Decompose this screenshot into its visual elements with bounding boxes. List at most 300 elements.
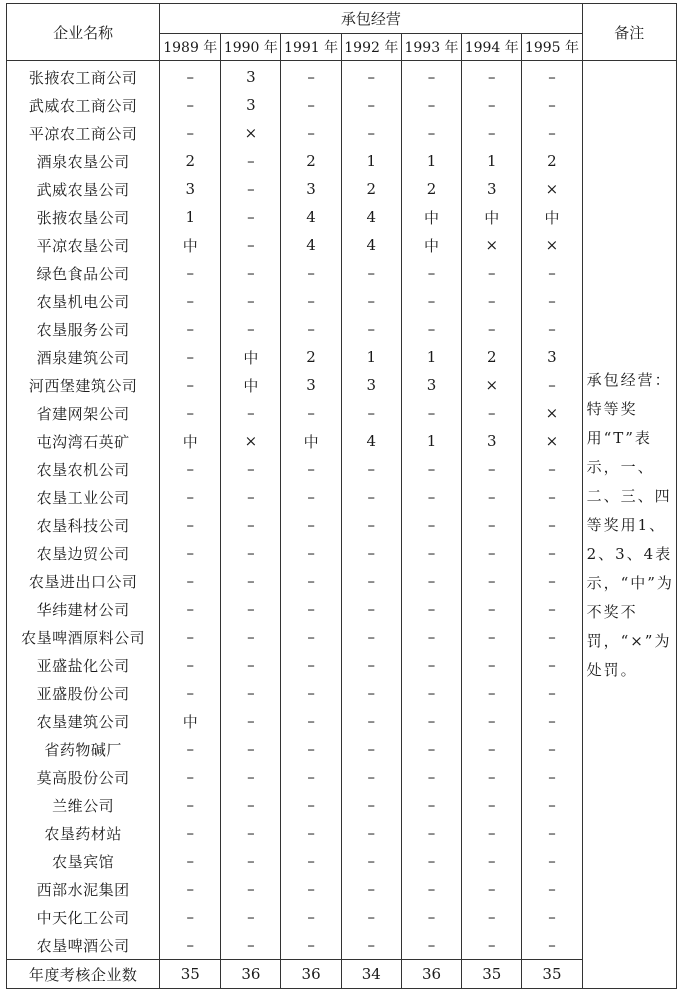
- result-cell: –: [341, 511, 401, 539]
- result-cell: –: [522, 91, 582, 119]
- result-cell: –: [401, 707, 461, 735]
- result-cell: –: [462, 287, 522, 315]
- result-cell: –: [341, 287, 401, 315]
- result-cell: –: [522, 679, 582, 707]
- result-cell: 2: [281, 343, 341, 371]
- result-cell: 2: [281, 147, 341, 175]
- table-row: [7, 763, 677, 791]
- result-cell: –: [522, 623, 582, 651]
- company-name-cell: 河西堡建筑公司: [7, 371, 160, 399]
- table-row: [7, 931, 677, 960]
- result-cell: –: [281, 763, 341, 791]
- result-cell: –: [401, 119, 461, 147]
- result-cell: –: [522, 259, 582, 287]
- result-cell: –: [401, 875, 461, 903]
- result-cell: 4: [341, 231, 401, 259]
- result-cell: –: [341, 931, 401, 960]
- company-name-cell: 农垦科技公司: [7, 511, 160, 539]
- company-name-cell: 农垦宾馆: [7, 847, 160, 875]
- result-cell: –: [522, 847, 582, 875]
- result-cell: 1: [341, 343, 401, 371]
- total-count-cell: 34: [341, 960, 401, 989]
- result-cell: –: [462, 315, 522, 343]
- result-cell: –: [281, 623, 341, 651]
- result-cell: 2: [462, 343, 522, 371]
- result-cell: –: [462, 875, 522, 903]
- result-cell: –: [221, 231, 281, 259]
- result-cell: –: [401, 399, 461, 427]
- note-cell: 承包经营：特等奖用“T”表示，一、二、三、四等奖用1、2、3、4表示，“中”为不奖不罚，“×”为处罚。: [582, 61, 676, 989]
- result-cell: –: [221, 203, 281, 231]
- year-header: 1995 年: [522, 34, 582, 61]
- result-cell: –: [221, 539, 281, 567]
- table-header: [7, 4, 677, 61]
- total-count-cell: 36: [401, 960, 461, 989]
- result-cell: –: [281, 315, 341, 343]
- result-cell: –: [522, 791, 582, 819]
- result-cell: –: [401, 903, 461, 931]
- company-name-cell: 酒泉建筑公司: [7, 343, 160, 371]
- result-cell: –: [522, 931, 582, 960]
- result-cell: 2: [401, 175, 461, 203]
- result-cell: –: [221, 847, 281, 875]
- result-cell: ×: [522, 175, 582, 203]
- result-cell: 3: [221, 61, 281, 92]
- result-cell: 1: [462, 147, 522, 175]
- result-cell: –: [160, 595, 221, 623]
- result-cell: –: [281, 903, 341, 931]
- result-cell: –: [462, 931, 522, 960]
- result-cell: –: [522, 483, 582, 511]
- result-cell: –: [522, 875, 582, 903]
- result-cell: 中: [221, 343, 281, 371]
- table-row: [7, 147, 677, 175]
- result-cell: 中: [221, 371, 281, 399]
- result-cell: –: [281, 91, 341, 119]
- result-cell: –: [160, 539, 221, 567]
- table-wrapper: [6, 3, 677, 989]
- table-row: [7, 651, 677, 679]
- result-cell: 3: [522, 343, 582, 371]
- result-cell: –: [160, 483, 221, 511]
- result-cell: 中: [281, 427, 341, 455]
- result-cell: 1: [401, 343, 461, 371]
- result-cell: –: [462, 119, 522, 147]
- table-row: [7, 791, 677, 819]
- result-cell: –: [522, 651, 582, 679]
- result-cell: –: [221, 791, 281, 819]
- company-name-cell: 省建网架公司: [7, 399, 160, 427]
- result-cell: 1: [401, 147, 461, 175]
- result-cell: –: [160, 651, 221, 679]
- result-cell: –: [401, 61, 461, 92]
- company-name-cell: 中天化工公司: [7, 903, 160, 931]
- company-name-cell: 张掖农工商公司: [7, 61, 160, 92]
- year-header: 1990 年: [221, 34, 281, 61]
- result-cell: –: [281, 595, 341, 623]
- table-row: [7, 203, 677, 231]
- result-cell: ×: [462, 371, 522, 399]
- company-name-cell: 屯沟湾石英矿: [7, 427, 160, 455]
- year-header: 1993 年: [401, 34, 461, 61]
- result-cell: –: [160, 875, 221, 903]
- result-cell: –: [281, 819, 341, 847]
- result-cell: –: [462, 623, 522, 651]
- result-cell: 3: [462, 427, 522, 455]
- table-row: [7, 511, 677, 539]
- result-cell: –: [281, 791, 341, 819]
- result-cell: –: [341, 791, 401, 819]
- result-cell: –: [401, 455, 461, 483]
- result-cell: –: [462, 763, 522, 791]
- company-name-cell: 西部水泥集团: [7, 875, 160, 903]
- company-name-cell: 亚盛股份公司: [7, 679, 160, 707]
- result-cell: –: [522, 511, 582, 539]
- company-name-cell: 省药物碱厂: [7, 735, 160, 763]
- company-name-cell: 亚盛盐化公司: [7, 651, 160, 679]
- result-cell: –: [401, 819, 461, 847]
- table-row: [7, 259, 677, 287]
- result-cell: –: [401, 595, 461, 623]
- result-cell: –: [160, 567, 221, 595]
- result-cell: –: [281, 707, 341, 735]
- result-cell: 4: [341, 203, 401, 231]
- result-cell: –: [160, 931, 221, 960]
- result-cell: –: [160, 455, 221, 483]
- result-cell: –: [522, 539, 582, 567]
- table-row: [7, 847, 677, 875]
- result-cell: –: [462, 483, 522, 511]
- company-name-cell: 莫高股份公司: [7, 763, 160, 791]
- result-cell: –: [462, 903, 522, 931]
- year-header: 1991 年: [281, 34, 341, 61]
- result-cell: –: [160, 343, 221, 371]
- result-cell: –: [401, 567, 461, 595]
- result-cell: –: [401, 483, 461, 511]
- result-cell: –: [462, 455, 522, 483]
- company-name-cell: 绿色食品公司: [7, 259, 160, 287]
- table-row: [7, 315, 677, 343]
- table-row: [7, 61, 677, 92]
- result-cell: –: [522, 819, 582, 847]
- result-cell: –: [221, 399, 281, 427]
- result-cell: –: [401, 847, 461, 875]
- result-cell: –: [281, 259, 341, 287]
- company-name-cell: 酒泉农垦公司: [7, 147, 160, 175]
- note-column-header: 备注: [582, 4, 676, 61]
- result-cell: –: [401, 287, 461, 315]
- table-row: [7, 119, 677, 147]
- table-body: [7, 61, 677, 989]
- result-cell: ×: [221, 119, 281, 147]
- result-cell: –: [401, 931, 461, 960]
- result-cell: –: [281, 651, 341, 679]
- result-cell: –: [341, 455, 401, 483]
- result-cell: –: [281, 287, 341, 315]
- result-cell: –: [221, 707, 281, 735]
- company-name-cell: 武威农垦公司: [7, 175, 160, 203]
- result-cell: 3: [221, 91, 281, 119]
- result-cell: –: [160, 259, 221, 287]
- result-cell: –: [341, 819, 401, 847]
- table-row: [7, 91, 677, 119]
- result-cell: –: [522, 595, 582, 623]
- result-cell: –: [401, 315, 461, 343]
- table-row: [7, 707, 677, 735]
- result-cell: –: [281, 61, 341, 92]
- result-cell: –: [221, 315, 281, 343]
- table-row: [7, 539, 677, 567]
- result-cell: –: [160, 315, 221, 343]
- table-row: [7, 427, 677, 455]
- contract-management-table: [6, 3, 677, 989]
- table-row: [7, 175, 677, 203]
- result-cell: ×: [462, 231, 522, 259]
- result-cell: 4: [341, 427, 401, 455]
- result-cell: –: [341, 259, 401, 287]
- result-cell: –: [341, 679, 401, 707]
- table-row: [7, 679, 677, 707]
- result-cell: –: [341, 763, 401, 791]
- company-name-cell: 农垦啤酒公司: [7, 931, 160, 960]
- result-cell: –: [221, 147, 281, 175]
- table-row: [7, 903, 677, 931]
- result-cell: –: [281, 875, 341, 903]
- result-cell: –: [221, 651, 281, 679]
- company-name-cell: 平凉农垦公司: [7, 231, 160, 259]
- result-cell: –: [462, 595, 522, 623]
- table-row: [7, 455, 677, 483]
- result-cell: –: [221, 763, 281, 791]
- result-cell: –: [522, 455, 582, 483]
- result-cell: –: [160, 623, 221, 651]
- result-cell: –: [341, 315, 401, 343]
- result-cell: –: [462, 707, 522, 735]
- company-name-cell: 武威农工商公司: [7, 91, 160, 119]
- result-cell: –: [462, 539, 522, 567]
- result-cell: 3: [281, 175, 341, 203]
- result-cell: –: [281, 679, 341, 707]
- table-row: [7, 819, 677, 847]
- result-cell: 中: [462, 203, 522, 231]
- company-name-cell: 张掖农垦公司: [7, 203, 160, 231]
- table-row: [7, 567, 677, 595]
- company-name-cell: 华纬建材公司: [7, 595, 160, 623]
- result-cell: –: [522, 371, 582, 399]
- result-cell: –: [160, 791, 221, 819]
- result-cell: –: [462, 61, 522, 92]
- result-cell: –: [341, 567, 401, 595]
- result-cell: –: [221, 931, 281, 960]
- result-cell: 3: [401, 371, 461, 399]
- result-cell: –: [401, 679, 461, 707]
- result-cell: –: [522, 763, 582, 791]
- result-cell: –: [522, 903, 582, 931]
- result-cell: –: [221, 567, 281, 595]
- result-cell: –: [160, 847, 221, 875]
- result-cell: –: [341, 119, 401, 147]
- table-row: [7, 483, 677, 511]
- result-cell: –: [401, 259, 461, 287]
- result-cell: –: [462, 259, 522, 287]
- result-cell: –: [401, 791, 461, 819]
- result-cell: –: [462, 791, 522, 819]
- result-cell: 3: [281, 371, 341, 399]
- result-cell: –: [160, 91, 221, 119]
- result-cell: –: [522, 287, 582, 315]
- company-name-cell: 农垦建筑公司: [7, 707, 160, 735]
- result-cell: –: [160, 371, 221, 399]
- result-cell: –: [341, 483, 401, 511]
- result-cell: –: [160, 763, 221, 791]
- result-cell: 中: [160, 231, 221, 259]
- company-name-cell: 农垦药材站: [7, 819, 160, 847]
- result-cell: –: [462, 567, 522, 595]
- result-cell: –: [221, 819, 281, 847]
- result-cell: ×: [522, 399, 582, 427]
- result-cell: –: [522, 119, 582, 147]
- result-cell: –: [462, 847, 522, 875]
- result-cell: 中: [401, 231, 461, 259]
- result-cell: –: [341, 623, 401, 651]
- table-row: [7, 735, 677, 763]
- result-cell: –: [221, 623, 281, 651]
- result-cell: –: [401, 763, 461, 791]
- result-cell: –: [160, 287, 221, 315]
- result-cell: –: [160, 511, 221, 539]
- result-cell: –: [341, 399, 401, 427]
- result-cell: –: [341, 903, 401, 931]
- result-cell: –: [221, 875, 281, 903]
- result-cell: –: [341, 651, 401, 679]
- result-cell: –: [401, 623, 461, 651]
- result-cell: –: [281, 119, 341, 147]
- result-cell: –: [221, 595, 281, 623]
- table-row: [7, 371, 677, 399]
- result-cell: 4: [281, 203, 341, 231]
- result-cell: –: [341, 539, 401, 567]
- result-cell: –: [160, 903, 221, 931]
- result-cell: –: [462, 91, 522, 119]
- total-count-cell: 35: [522, 960, 582, 989]
- result-cell: –: [281, 847, 341, 875]
- contract-group-header: 承包经营: [160, 4, 582, 34]
- result-cell: 2: [341, 175, 401, 203]
- result-cell: –: [462, 679, 522, 707]
- result-cell: –: [341, 595, 401, 623]
- result-cell: –: [160, 735, 221, 763]
- company-name-cell: 农垦边贸公司: [7, 539, 160, 567]
- result-cell: –: [221, 287, 281, 315]
- result-cell: –: [401, 91, 461, 119]
- year-header: 1992 年: [341, 34, 401, 61]
- result-cell: –: [281, 931, 341, 960]
- result-cell: –: [462, 651, 522, 679]
- result-cell: –: [341, 847, 401, 875]
- company-name-cell: 农垦工业公司: [7, 483, 160, 511]
- year-header: 1989 年: [160, 34, 221, 61]
- result-cell: –: [401, 511, 461, 539]
- company-name-cell: 农垦啤酒原料公司: [7, 623, 160, 651]
- company-name-cell: 兰维公司: [7, 791, 160, 819]
- result-cell: –: [341, 875, 401, 903]
- total-count-cell: 36: [281, 960, 341, 989]
- result-cell: 1: [401, 427, 461, 455]
- result-cell: 2: [160, 147, 221, 175]
- result-cell: –: [221, 903, 281, 931]
- result-cell: –: [281, 455, 341, 483]
- result-cell: –: [160, 399, 221, 427]
- result-cell: 3: [160, 175, 221, 203]
- result-cell: –: [281, 567, 341, 595]
- result-cell: –: [341, 91, 401, 119]
- company-column-header: 企业名称: [7, 4, 160, 61]
- result-cell: –: [341, 735, 401, 763]
- total-count-cell: 36: [221, 960, 281, 989]
- result-cell: –: [160, 119, 221, 147]
- result-cell: –: [160, 679, 221, 707]
- result-cell: –: [522, 735, 582, 763]
- result-cell: –: [341, 61, 401, 92]
- result-cell: –: [281, 511, 341, 539]
- company-name-cell: 农垦服务公司: [7, 315, 160, 343]
- year-header: 1994 年: [462, 34, 522, 61]
- result-cell: 3: [462, 175, 522, 203]
- company-name-cell: 农垦农机公司: [7, 455, 160, 483]
- table-row: [7, 287, 677, 315]
- result-cell: 中: [401, 203, 461, 231]
- result-cell: –: [401, 735, 461, 763]
- company-name-cell: 平凉农工商公司: [7, 119, 160, 147]
- result-cell: –: [160, 819, 221, 847]
- result-cell: 中: [160, 427, 221, 455]
- company-name-cell: 农垦进出口公司: [7, 567, 160, 595]
- company-name-cell: 农垦机电公司: [7, 287, 160, 315]
- result-cell: –: [221, 511, 281, 539]
- total-count-cell: 35: [462, 960, 522, 989]
- table-row: [7, 231, 677, 259]
- result-cell: 4: [281, 231, 341, 259]
- result-cell: 中: [522, 203, 582, 231]
- result-cell: –: [221, 735, 281, 763]
- result-cell: 中: [160, 707, 221, 735]
- result-cell: ×: [221, 427, 281, 455]
- result-cell: –: [221, 259, 281, 287]
- result-cell: –: [522, 567, 582, 595]
- table-row: [7, 343, 677, 371]
- result-cell: 1: [160, 203, 221, 231]
- result-cell: –: [281, 483, 341, 511]
- result-cell: –: [221, 679, 281, 707]
- result-cell: –: [281, 735, 341, 763]
- result-cell: –: [522, 61, 582, 92]
- result-cell: –: [341, 707, 401, 735]
- result-cell: –: [281, 539, 341, 567]
- table-row: [7, 399, 677, 427]
- result-cell: –: [401, 651, 461, 679]
- table-row: [7, 623, 677, 651]
- result-cell: –: [462, 819, 522, 847]
- result-cell: –: [522, 315, 582, 343]
- result-cell: 3: [341, 371, 401, 399]
- result-cell: ×: [522, 231, 582, 259]
- result-cell: –: [281, 399, 341, 427]
- total-row: [7, 960, 677, 989]
- result-cell: –: [221, 483, 281, 511]
- result-cell: 1: [341, 147, 401, 175]
- result-cell: –: [522, 707, 582, 735]
- result-cell: ×: [522, 427, 582, 455]
